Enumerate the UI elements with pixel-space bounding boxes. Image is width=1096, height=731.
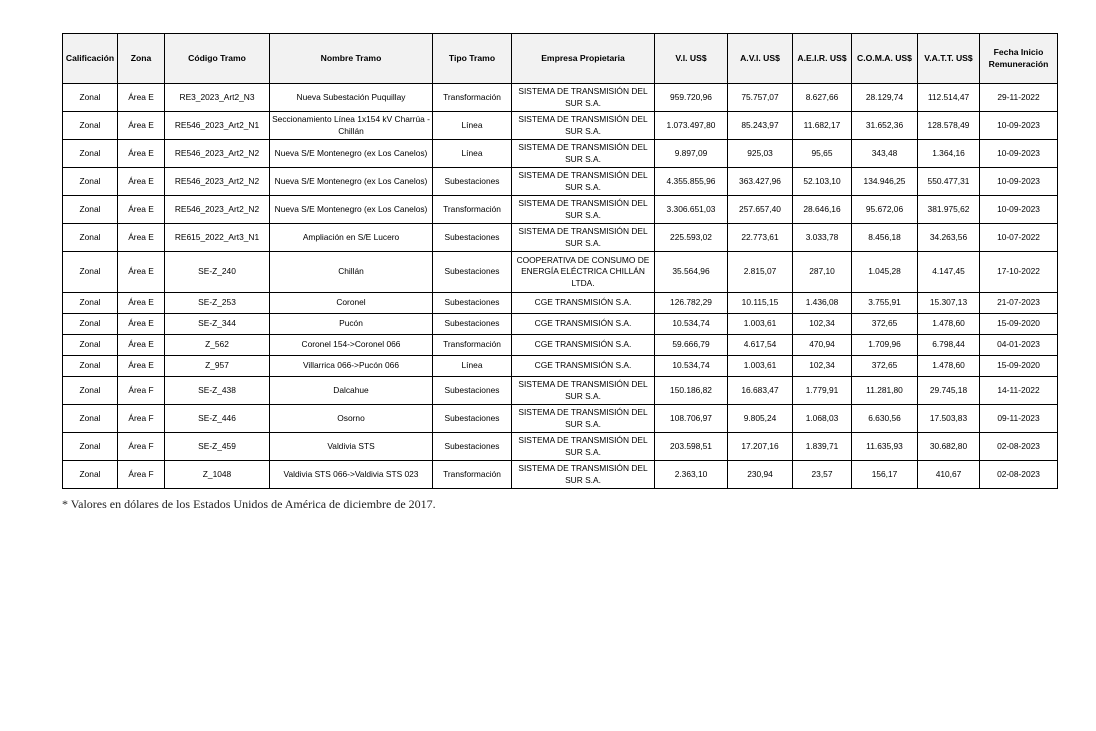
cell-codigo-tramo: SE-Z_240 <box>165 252 270 293</box>
cell-avi: 230,94 <box>728 461 793 489</box>
cell-tipo-tramo: Subestaciones <box>433 405 512 433</box>
cell-empresa-propietaria: SISTEMA DE TRANSMISIÓN DEL SUR S.A. <box>512 377 655 405</box>
cell-fecha-inicio: 10-09-2023 <box>980 140 1058 168</box>
cell-coma: 3.755,91 <box>852 293 918 314</box>
cell-aeir: 23,57 <box>793 461 852 489</box>
cell-empresa-propietaria: CGE TRANSMISIÓN S.A. <box>512 314 655 335</box>
tramos-table <box>62 33 1058 489</box>
cell-codigo-tramo: Z_1048 <box>165 461 270 489</box>
cell-calificacion: Zonal <box>63 314 118 335</box>
cell-vi: 959.720,96 <box>655 84 728 112</box>
header-vi: V.I. US$ <box>655 34 728 84</box>
cell-empresa-propietaria: SISTEMA DE TRANSMISIÓN DEL SUR S.A. <box>512 168 655 196</box>
cell-vatt: 6.798,44 <box>918 335 980 356</box>
cell-coma: 372,65 <box>852 314 918 335</box>
cell-fecha-inicio: 17-10-2022 <box>980 252 1058 293</box>
cell-tipo-tramo: Subestaciones <box>433 252 512 293</box>
header-calificacion: Calificación <box>63 34 118 84</box>
cell-empresa-propietaria: SISTEMA DE TRANSMISIÓN DEL SUR S.A. <box>512 84 655 112</box>
table-row <box>63 252 1058 293</box>
cell-empresa-propietaria: CGE TRANSMISIÓN S.A. <box>512 335 655 356</box>
cell-aeir: 3.033,78 <box>793 224 852 252</box>
cell-vi: 10.534,74 <box>655 314 728 335</box>
cell-empresa-propietaria: SISTEMA DE TRANSMISIÓN DEL SUR S.A. <box>512 405 655 433</box>
cell-nombre-tramo: Valdivia STS <box>270 433 433 461</box>
header-aeir: A.E.I.R. US$ <box>793 34 852 84</box>
cell-fecha-inicio: 15-09-2020 <box>980 314 1058 335</box>
cell-zona: Área F <box>118 461 165 489</box>
header-coma: C.O.M.A. US$ <box>852 34 918 84</box>
cell-zona: Área F <box>118 377 165 405</box>
cell-aeir: 1.068,03 <box>793 405 852 433</box>
cell-tipo-tramo: Transformación <box>433 196 512 224</box>
cell-nombre-tramo: Seccionamiento Línea 1x154 kV Charrúa -Chillán <box>270 112 433 140</box>
cell-tipo-tramo: Transformación <box>433 84 512 112</box>
cell-vatt: 381.975,62 <box>918 196 980 224</box>
cell-calificacion: Zonal <box>63 461 118 489</box>
table-row <box>63 112 1058 140</box>
cell-tipo-tramo: Subestaciones <box>433 224 512 252</box>
cell-fecha-inicio: 10-07-2022 <box>980 224 1058 252</box>
cell-codigo-tramo: SE-Z_446 <box>165 405 270 433</box>
cell-nombre-tramo: Nueva S/E Montenegro (ex Los Canelos) <box>270 196 433 224</box>
cell-codigo-tramo: RE546_2023_Art2_N1 <box>165 112 270 140</box>
cell-vatt: 15.307,13 <box>918 293 980 314</box>
cell-calificacion: Zonal <box>63 377 118 405</box>
cell-calificacion: Zonal <box>63 140 118 168</box>
header-tipo-tramo: Tipo Tramo <box>433 34 512 84</box>
cell-coma: 11.281,80 <box>852 377 918 405</box>
cell-empresa-propietaria: COOPERATIVA DE CONSUMO DE ENERGÍA ELÉCTRICA CHILLÁN LTDA. <box>512 252 655 293</box>
cell-zona: Área E <box>118 356 165 377</box>
cell-empresa-propietaria: SISTEMA DE TRANSMISIÓN DEL SUR S.A. <box>512 433 655 461</box>
cell-coma: 31.652,36 <box>852 112 918 140</box>
cell-avi: 257.657,40 <box>728 196 793 224</box>
cell-coma: 6.630,56 <box>852 405 918 433</box>
cell-vi: 203.598,51 <box>655 433 728 461</box>
cell-coma: 28.129,74 <box>852 84 918 112</box>
cell-vatt: 1.478,60 <box>918 356 980 377</box>
cell-codigo-tramo: Z_562 <box>165 335 270 356</box>
footnote: * Valores en dólares de los Estados Unidos de América de diciembre de 2017. <box>62 497 436 511</box>
cell-aeir: 102,34 <box>793 314 852 335</box>
cell-avi: 85.243,97 <box>728 112 793 140</box>
cell-vi: 3.306.651,03 <box>655 196 728 224</box>
cell-vi: 59.666,79 <box>655 335 728 356</box>
cell-zona: Área E <box>118 293 165 314</box>
table-row <box>63 314 1058 335</box>
cell-avi: 9.805,24 <box>728 405 793 433</box>
cell-fecha-inicio: 02-08-2023 <box>980 433 1058 461</box>
cell-calificacion: Zonal <box>63 252 118 293</box>
table-header-row <box>63 34 1058 84</box>
cell-empresa-propietaria: SISTEMA DE TRANSMISIÓN DEL SUR S.A. <box>512 140 655 168</box>
cell-nombre-tramo: Chillán <box>270 252 433 293</box>
cell-coma: 156,17 <box>852 461 918 489</box>
cell-codigo-tramo: RE615_2022_Art3_N1 <box>165 224 270 252</box>
cell-zona: Área E <box>118 252 165 293</box>
cell-nombre-tramo: Pucón <box>270 314 433 335</box>
table-row <box>63 293 1058 314</box>
cell-vatt: 410,67 <box>918 461 980 489</box>
table-body <box>63 84 1058 489</box>
cell-vi: 150.186,82 <box>655 377 728 405</box>
cell-avi: 2.815,07 <box>728 252 793 293</box>
cell-aeir: 102,34 <box>793 356 852 377</box>
cell-coma: 372,65 <box>852 356 918 377</box>
cell-empresa-propietaria: SISTEMA DE TRANSMISIÓN DEL SUR S.A. <box>512 224 655 252</box>
cell-vi: 126.782,29 <box>655 293 728 314</box>
table-row <box>63 224 1058 252</box>
cell-fecha-inicio: 10-09-2023 <box>980 168 1058 196</box>
cell-vatt: 34.263,56 <box>918 224 980 252</box>
cell-zona: Área F <box>118 405 165 433</box>
cell-calificacion: Zonal <box>63 112 118 140</box>
cell-empresa-propietaria: SISTEMA DE TRANSMISIÓN DEL SUR S.A. <box>512 196 655 224</box>
table-row <box>63 196 1058 224</box>
cell-vatt: 1.364,16 <box>918 140 980 168</box>
header-avi: A.V.I. US$ <box>728 34 793 84</box>
cell-avi: 10.115,15 <box>728 293 793 314</box>
cell-calificacion: Zonal <box>63 84 118 112</box>
cell-aeir: 1.779,91 <box>793 377 852 405</box>
table-row <box>63 356 1058 377</box>
cell-fecha-inicio: 15-09-2020 <box>980 356 1058 377</box>
cell-empresa-propietaria: CGE TRANSMISIÓN S.A. <box>512 293 655 314</box>
cell-vatt: 4.147,45 <box>918 252 980 293</box>
table-row <box>63 140 1058 168</box>
cell-tipo-tramo: Línea <box>433 112 512 140</box>
cell-avi: 4.617,54 <box>728 335 793 356</box>
cell-aeir: 287,10 <box>793 252 852 293</box>
cell-codigo-tramo: SE-Z_459 <box>165 433 270 461</box>
cell-vatt: 550.477,31 <box>918 168 980 196</box>
cell-aeir: 11.682,17 <box>793 112 852 140</box>
cell-codigo-tramo: SE-Z_344 <box>165 314 270 335</box>
cell-codigo-tramo: SE-Z_438 <box>165 377 270 405</box>
cell-tipo-tramo: Subestaciones <box>433 293 512 314</box>
cell-nombre-tramo: Villarrica 066->Pucón 066 <box>270 356 433 377</box>
cell-calificacion: Zonal <box>63 356 118 377</box>
cell-nombre-tramo: Nueva S/E Montenegro (ex Los Canelos) <box>270 140 433 168</box>
cell-vi: 1.073.497,80 <box>655 112 728 140</box>
cell-avi: 22.773,61 <box>728 224 793 252</box>
cell-tipo-tramo: Transformación <box>433 461 512 489</box>
cell-aeir: 1.839,71 <box>793 433 852 461</box>
cell-nombre-tramo: Nueva S/E Montenegro (ex Los Canelos) <box>270 168 433 196</box>
cell-nombre-tramo: Nueva Subestación Puquillay <box>270 84 433 112</box>
cell-aeir: 1.436,08 <box>793 293 852 314</box>
cell-fecha-inicio: 09-11-2023 <box>980 405 1058 433</box>
cell-vi: 4.355.855,96 <box>655 168 728 196</box>
cell-fecha-inicio: 10-09-2023 <box>980 196 1058 224</box>
cell-nombre-tramo: Osorno <box>270 405 433 433</box>
cell-coma: 95.672,06 <box>852 196 918 224</box>
header-zona: Zona <box>118 34 165 84</box>
cell-coma: 1.045,28 <box>852 252 918 293</box>
table-row <box>63 433 1058 461</box>
cell-nombre-tramo: Coronel 154->Coronel 066 <box>270 335 433 356</box>
cell-vatt: 17.503,83 <box>918 405 980 433</box>
cell-vi: 10.534,74 <box>655 356 728 377</box>
cell-calificacion: Zonal <box>63 335 118 356</box>
cell-zona: Área F <box>118 433 165 461</box>
cell-empresa-propietaria: SISTEMA DE TRANSMISIÓN DEL SUR S.A. <box>512 112 655 140</box>
cell-avi: 1.003,61 <box>728 356 793 377</box>
cell-vi: 9.897,09 <box>655 140 728 168</box>
cell-nombre-tramo: Ampliación en S/E Lucero <box>270 224 433 252</box>
cell-calificacion: Zonal <box>63 168 118 196</box>
cell-coma: 343,48 <box>852 140 918 168</box>
cell-vatt: 29.745,18 <box>918 377 980 405</box>
cell-zona: Área E <box>118 196 165 224</box>
cell-vi: 108.706,97 <box>655 405 728 433</box>
cell-zona: Área E <box>118 112 165 140</box>
cell-codigo-tramo: RE546_2023_Art2_N2 <box>165 196 270 224</box>
cell-avi: 925,03 <box>728 140 793 168</box>
table-row <box>63 84 1058 112</box>
cell-zona: Área E <box>118 140 165 168</box>
cell-empresa-propietaria: CGE TRANSMISIÓN S.A. <box>512 356 655 377</box>
cell-zona: Área E <box>118 224 165 252</box>
table-row <box>63 335 1058 356</box>
cell-tipo-tramo: Subestaciones <box>433 377 512 405</box>
cell-nombre-tramo: Coronel <box>270 293 433 314</box>
header-empresa-propietaria: Empresa Propietaria <box>512 34 655 84</box>
cell-zona: Área E <box>118 314 165 335</box>
cell-codigo-tramo: Z_957 <box>165 356 270 377</box>
cell-fecha-inicio: 04-01-2023 <box>980 335 1058 356</box>
cell-calificacion: Zonal <box>63 224 118 252</box>
cell-aeir: 8.627,66 <box>793 84 852 112</box>
table-row <box>63 377 1058 405</box>
cell-vi: 2.363,10 <box>655 461 728 489</box>
cell-zona: Área E <box>118 168 165 196</box>
cell-fecha-inicio: 02-08-2023 <box>980 461 1058 489</box>
cell-coma: 134.946,25 <box>852 168 918 196</box>
cell-fecha-inicio: 10-09-2023 <box>980 112 1058 140</box>
cell-empresa-propietaria: SISTEMA DE TRANSMISIÓN DEL SUR S.A. <box>512 461 655 489</box>
cell-tipo-tramo: Subestaciones <box>433 314 512 335</box>
cell-calificacion: Zonal <box>63 196 118 224</box>
table-row <box>63 461 1058 489</box>
cell-tipo-tramo: Subestaciones <box>433 433 512 461</box>
cell-vi: 35.564,96 <box>655 252 728 293</box>
cell-tipo-tramo: Línea <box>433 356 512 377</box>
cell-aeir: 95,65 <box>793 140 852 168</box>
cell-vatt: 128.578,49 <box>918 112 980 140</box>
cell-aeir: 28.646,16 <box>793 196 852 224</box>
cell-avi: 16.683,47 <box>728 377 793 405</box>
cell-calificacion: Zonal <box>63 405 118 433</box>
cell-codigo-tramo: SE-Z_253 <box>165 293 270 314</box>
header-nombre-tramo: Nombre Tramo <box>270 34 433 84</box>
cell-coma: 8.456,18 <box>852 224 918 252</box>
cell-codigo-tramo: RE546_2023_Art2_N2 <box>165 168 270 196</box>
cell-codigo-tramo: RE546_2023_Art2_N2 <box>165 140 270 168</box>
cell-fecha-inicio: 14-11-2022 <box>980 377 1058 405</box>
header-fecha-inicio: Fecha Inicio Remuneración <box>980 34 1058 84</box>
cell-vatt: 1.478,60 <box>918 314 980 335</box>
cell-vi: 225.593,02 <box>655 224 728 252</box>
table-row <box>63 168 1058 196</box>
cell-coma: 1.709,96 <box>852 335 918 356</box>
cell-tipo-tramo: Subestaciones <box>433 168 512 196</box>
cell-tipo-tramo: Línea <box>433 140 512 168</box>
cell-codigo-tramo: RE3_2023_Art2_N3 <box>165 84 270 112</box>
header-vatt: V.A.T.T. US$ <box>918 34 980 84</box>
cell-vatt: 112.514,47 <box>918 84 980 112</box>
cell-avi: 1.003,61 <box>728 314 793 335</box>
cell-vatt: 30.682,80 <box>918 433 980 461</box>
cell-fecha-inicio: 29-11-2022 <box>980 84 1058 112</box>
cell-aeir: 470,94 <box>793 335 852 356</box>
cell-calificacion: Zonal <box>63 433 118 461</box>
cell-zona: Área E <box>118 84 165 112</box>
cell-avi: 17.207,16 <box>728 433 793 461</box>
cell-fecha-inicio: 21-07-2023 <box>980 293 1058 314</box>
cell-nombre-tramo: Valdivia STS 066->Valdivia STS 023 <box>270 461 433 489</box>
cell-avi: 75.757,07 <box>728 84 793 112</box>
cell-avi: 363.427,96 <box>728 168 793 196</box>
cell-zona: Área E <box>118 335 165 356</box>
cell-nombre-tramo: Dalcahue <box>270 377 433 405</box>
cell-coma: 11.635,93 <box>852 433 918 461</box>
cell-aeir: 52.103,10 <box>793 168 852 196</box>
cell-calificacion: Zonal <box>63 293 118 314</box>
header-codigo-tramo: Código Tramo <box>165 34 270 84</box>
table-row <box>63 405 1058 433</box>
cell-tipo-tramo: Transformación <box>433 335 512 356</box>
